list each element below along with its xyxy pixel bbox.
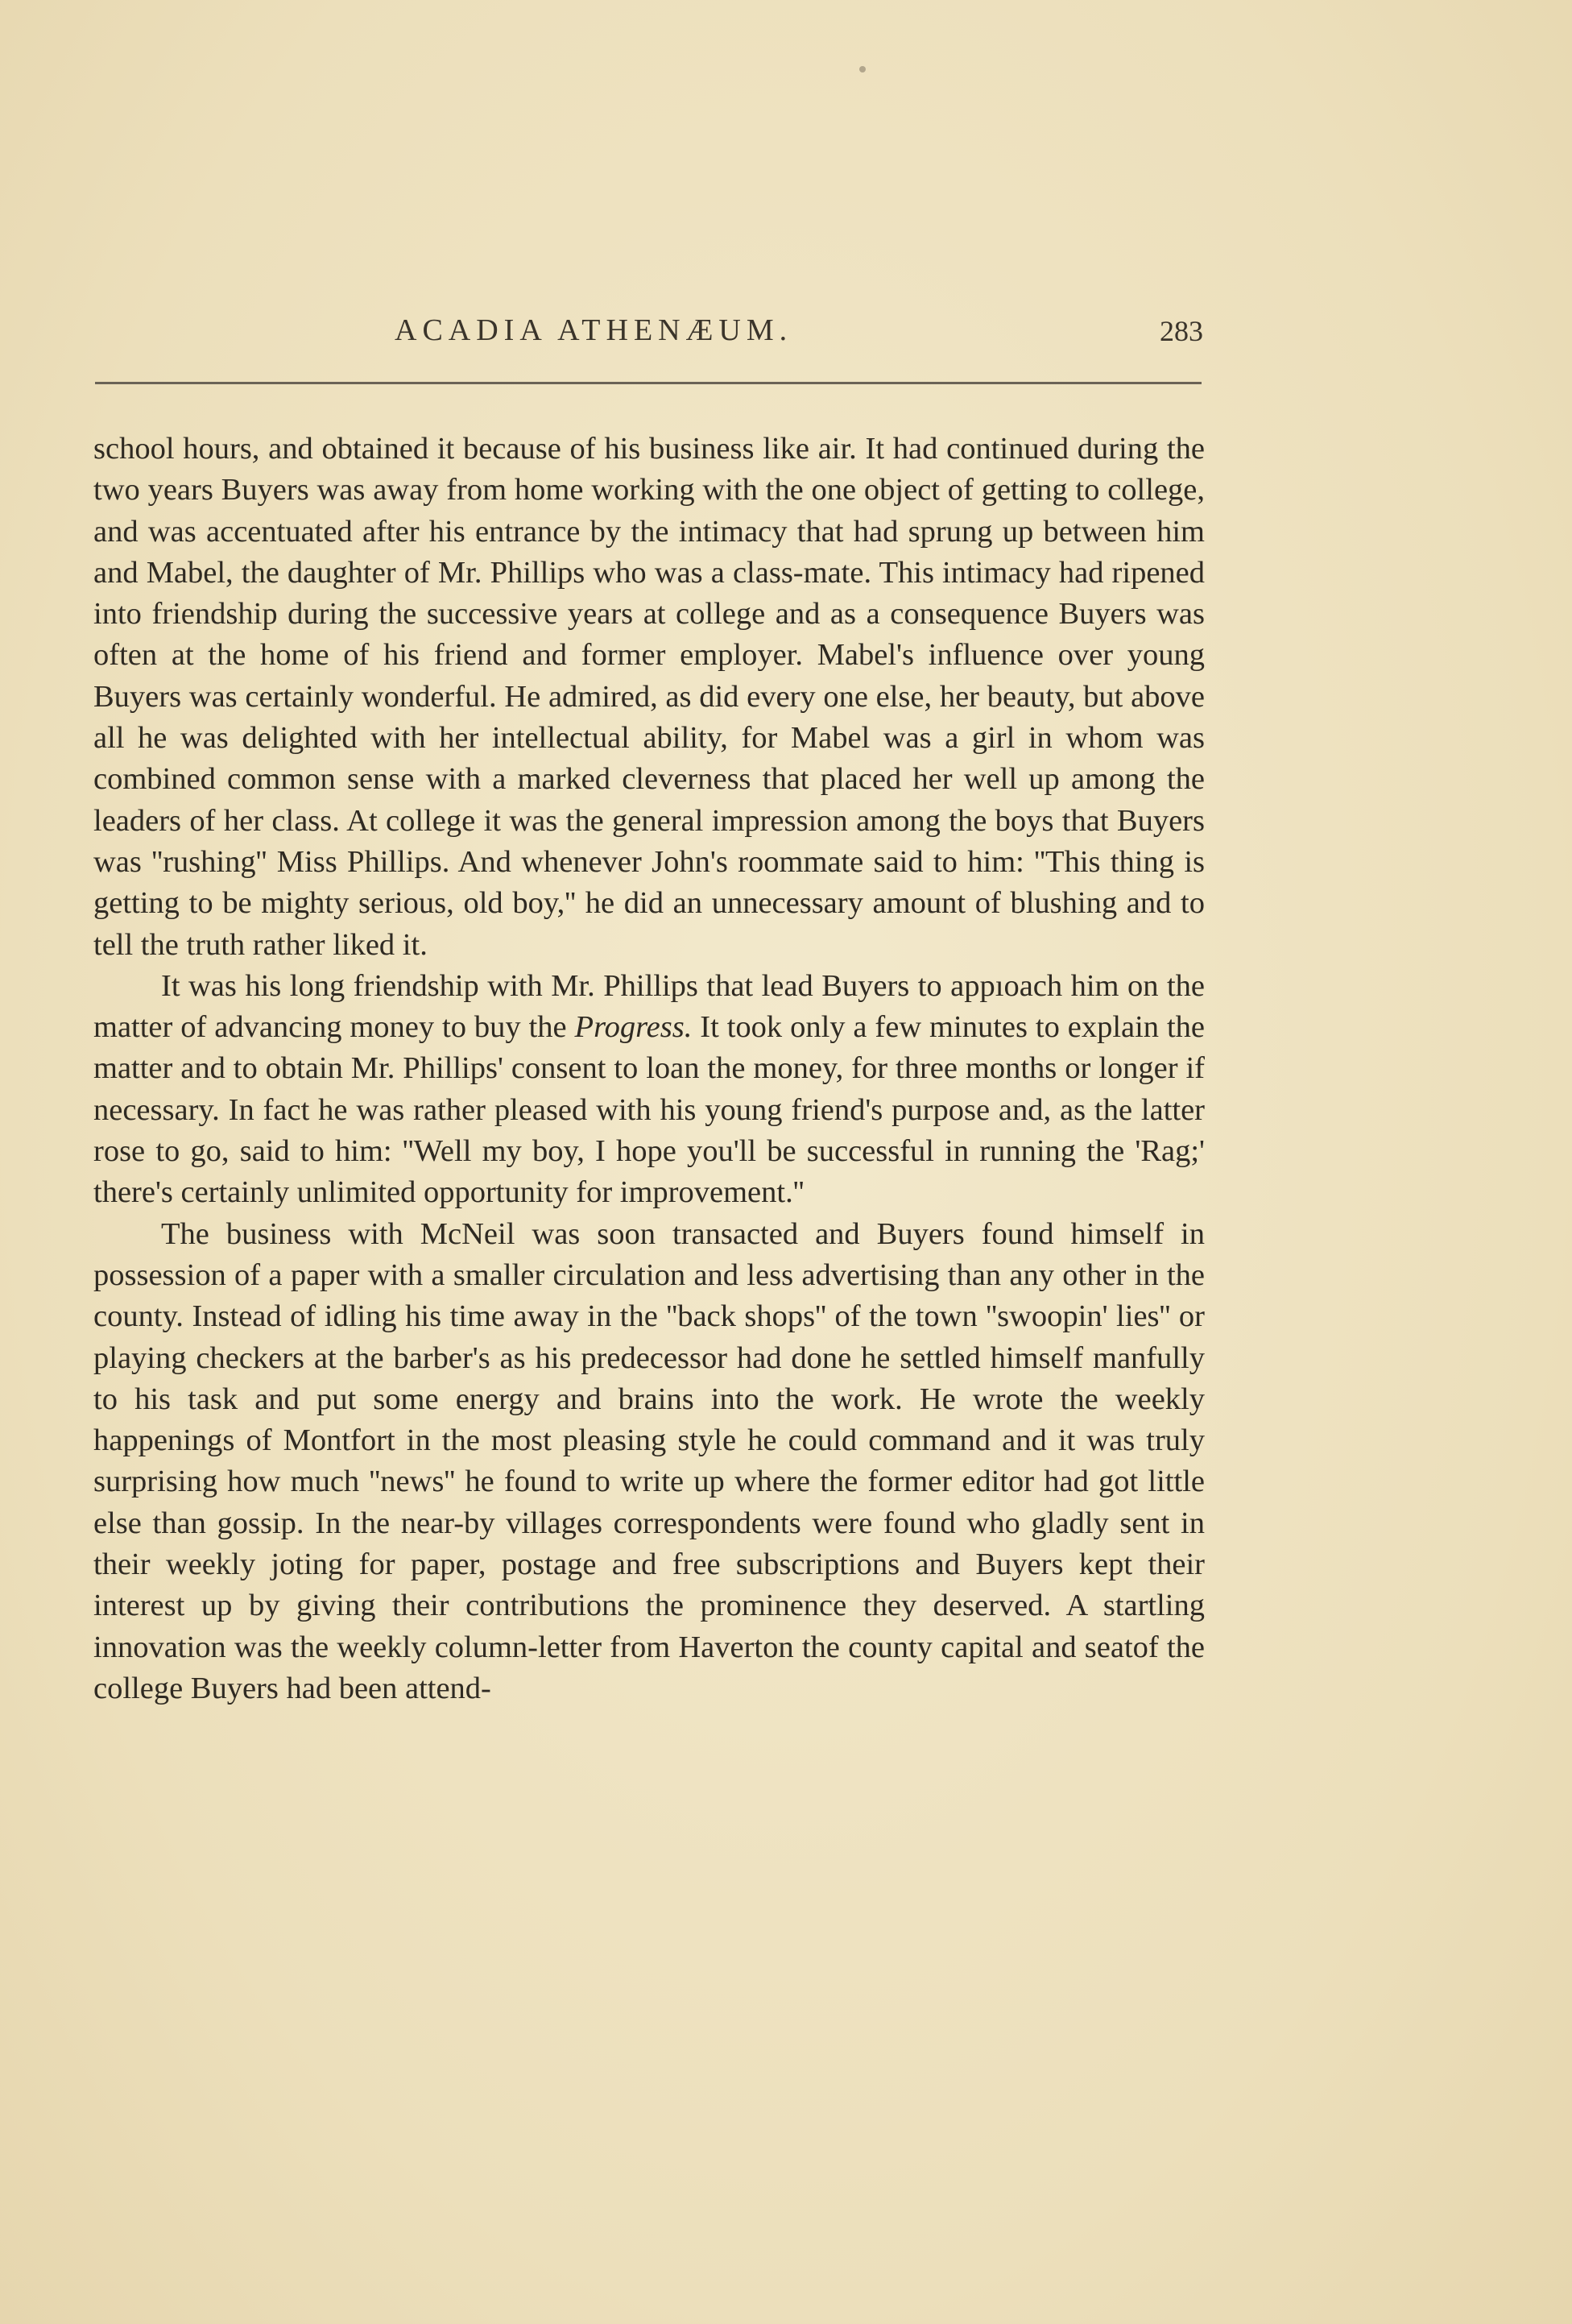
paper-speck (859, 66, 866, 72)
paragraph-2-text-start: It was his long friendship with Mr. Phillips that lead Buyers to appıoach him on the matter of advancing money to buy the (93, 968, 1205, 1045)
article-body (93, 429, 1205, 1709)
paragraph-3: The business with McNeil was soon transacted and Buyers found himself in possession of a paper with a smaller circulation and less advertising than any other in the county. Instead of idling his time away in the ''back shops'' of the town ''swoopin' lies'' or playing checkers at the barber's as his predecessor had done he settled himself manfully to his task and put some energy and brains into the work. He wrote the weekly happenings of Montfort in the most pleasing style he could command and it was truly surprising how much ''news'' he found to write up where the former editor had got little else than gossip. In the near-by villages correspondents were found who gladly sent in their weekly joting for paper, postage and free subscriptions and Buyers kept their interest up by giving their contributions the prominence they deserved. A startling innovation was the weekly column-letter from Haverton the county capital and seatof the college Buyers had been attend- (93, 1216, 1205, 1705)
header-rule (95, 382, 1202, 384)
page-number: 283 (1160, 315, 1203, 347)
running-title: ACADIA ATHENÆUM. (395, 313, 793, 347)
paragraph-2 (93, 966, 1205, 1214)
paragraph-1: school hours, and obtained it because of his business like air. It had continued during the two years Buyers was away from home working with the one object of getting to college, and was accentuated after his entrance by the intimacy that had sprung up between him and Mabel, the daughter of Mr. Phillips who was a class-mate. This intimacy had ripened into friendship during the successive years at college and as a consequence Buyers was often at the home of his friend and former employer. Mabel's influence over young Buyers was certainly wonderful. He admired, as did every one else, her beauty, but above all he was delighted with her intellectual ability, for Mabel was a girl in whom was combined common sense with a marked cleverness that placed her well up among the leaders of her class. At college it was the general impression among the boys that Buyers was ''rushing'' Miss Phillips. And whenever John's roommate said to him: ''This thing is getting to be mighty serious, old boy,'' he did an unnecessary amount of blushing and to tell the truth rather liked it. (93, 432, 1205, 962)
page-header (93, 313, 1203, 361)
newspaper-title-italic: Progress. (574, 1010, 693, 1045)
paragraph-2-text-end: It took only a few minutes to explain the matter and to obtain Mr. Phillips' consent to loan the money, for three months or longer if necessary. In fact he was rather pleased with his young friend's purpose and, as the latter rose to go, said to him: ''Well my boy, I hope you'll be successful in running the 'Rag;' there's certainly unlimited opportunity for improvement.'' (93, 1010, 1206, 1210)
